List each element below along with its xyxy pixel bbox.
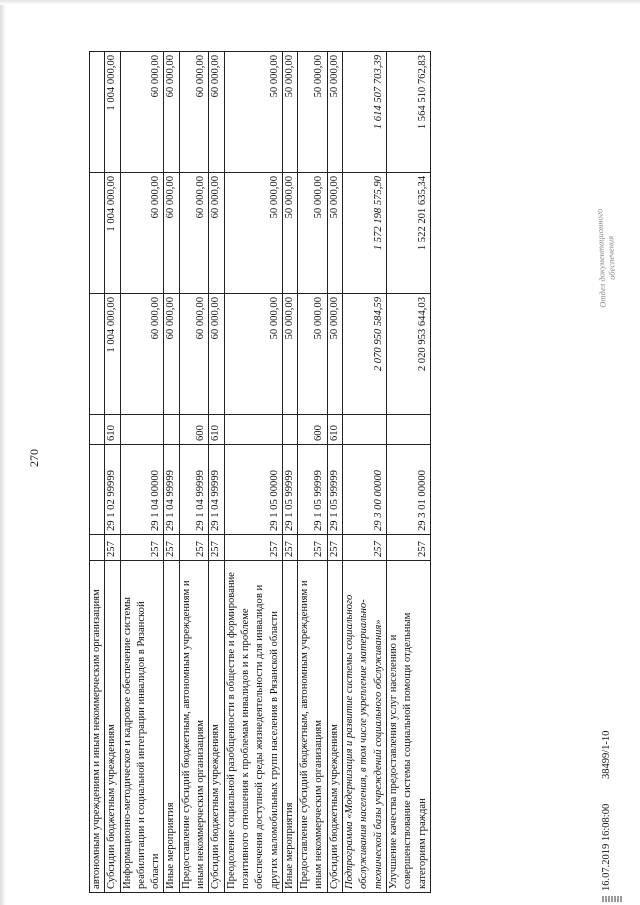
cell-name: Преодоление социальной разобщенности в обществе и формирование позитивного отношения к проблемам инвалидов и к проблеме обеспечения доступной среды жизнедеятельности для инвалидов и других маломобильных групп населения в Рязанской области (224, 561, 282, 893)
footer-code: 38499/1-10 (601, 730, 612, 779)
cell-amount-2020: 50 000,00 (327, 173, 342, 294)
cell-amount-2019: 50 000,00 (282, 294, 297, 415)
cell-ministry: 257 (282, 535, 297, 561)
cell-target-article: 29 3 01 00000 (386, 445, 430, 535)
cell-target-article (90, 445, 105, 535)
cell-amount-2021: 60 000,00 (179, 52, 209, 173)
cell-target-article: 29 1 04 00000 (120, 445, 164, 535)
cell-amount-2020: 1 572 198 575,90 (343, 173, 387, 294)
table-row (209, 52, 224, 893)
cell-amount-2020: 60 000,00 (179, 173, 209, 294)
cell-ministry: 257 (298, 535, 328, 561)
cell-target-article: 29 1 02 99999 (105, 445, 120, 535)
cell-amount-2020 (90, 173, 105, 294)
cell-target-article: 29 1 05 00000 (224, 445, 282, 535)
cell-amount-2021: 1 564 510 762,83 (386, 52, 430, 173)
cell-amount-2020: 60 000,00 (209, 173, 224, 294)
table-row (343, 52, 387, 893)
cell-expense-type (386, 415, 430, 445)
cell-ministry: 257 (224, 535, 282, 561)
table-row (90, 52, 105, 893)
cell-amount-2019: 1 004 000,00 (105, 294, 120, 415)
cell-name: Иные мероприятия (164, 561, 179, 893)
table-row (298, 52, 328, 893)
cell-target-article: 29 1 05 99999 (282, 445, 297, 535)
table-row (386, 52, 430, 893)
cell-amount-2020: 50 000,00 (282, 173, 297, 294)
cell-target-article: 29 1 04 99999 (164, 445, 179, 535)
cell-expense-type (90, 415, 105, 445)
budget-table-body (90, 52, 431, 893)
cell-ministry (90, 535, 105, 561)
cell-expense-type: 600 (298, 415, 328, 445)
cell-amount-2021: 60 000,00 (209, 52, 224, 173)
cell-amount-2021: 1 614 507 703,39 (343, 52, 387, 173)
cell-name: Подпрограмма «Модернизация и развитие системы социального обслуживания населения, в том числе укрепление материально-технической базы учреждений социального обслуживания» (343, 561, 387, 893)
cell-amount-2021: 50 000,00 (224, 52, 282, 173)
cell-target-article: 29 1 05 99999 (327, 445, 342, 535)
stamp-line: обеспечения (604, 235, 617, 281)
cell-expense-type (343, 415, 387, 445)
cell-amount-2021: 1 004 000,00 (105, 52, 120, 173)
cell-expense-type (120, 415, 164, 445)
cell-name: Субсидии бюджетным учреждениям (209, 561, 224, 893)
budget-table (89, 51, 431, 893)
table-row (120, 52, 164, 893)
cell-amount-2021: 50 000,00 (327, 52, 342, 173)
cell-amount-2019: 50 000,00 (298, 294, 328, 415)
cell-name: Предоставление субсидий бюджетным, автономным учреждениям и иным некоммерческим организациям (179, 561, 209, 893)
cell-expense-type: 600 (179, 415, 209, 445)
cell-target-article: 29 3 00 00000 (343, 445, 387, 535)
cell-amount-2019: 60 000,00 (164, 294, 179, 415)
cell-name: Информационно-методическое и кадровое обеспечение системы реабилитации и социальной интеграции инвалидов в Рязанской области (120, 561, 164, 893)
cell-amount-2019 (90, 294, 105, 415)
cell-name: автономным учреждениям и иным некоммерческим организациям (90, 561, 105, 893)
cell-amount-2019: 60 000,00 (179, 294, 209, 415)
cell-amount-2019: 60 000,00 (120, 294, 164, 415)
cell-name: Иные мероприятия (282, 561, 297, 893)
cell-expense-type (164, 415, 179, 445)
cell-amount-2019: 2 020 953 644,03 (386, 294, 430, 415)
department-stamp (595, 198, 618, 319)
barcode-mark (602, 896, 632, 902)
cell-expense-type: 610 (105, 415, 120, 445)
table-row (282, 52, 297, 893)
cell-ministry: 257 (120, 535, 164, 561)
cell-amount-2020: 50 000,00 (298, 173, 328, 294)
footer-date: 16.07.2019 16:08:00 (601, 803, 612, 891)
cell-amount-2019: 60 000,00 (209, 294, 224, 415)
table-row (224, 52, 282, 893)
table-row (105, 52, 120, 893)
cell-expense-type (224, 415, 282, 445)
table-row (179, 52, 209, 893)
cell-amount-2021 (90, 52, 105, 173)
table-row (327, 52, 342, 893)
cell-ministry: 257 (386, 535, 430, 561)
cell-target-article: 29 1 04 99999 (209, 445, 224, 535)
cell-ministry: 257 (343, 535, 387, 561)
cell-amount-2020: 50 000,00 (224, 173, 282, 294)
cell-name: Субсидии бюджетным учреждениям (105, 561, 120, 893)
cell-amount-2020: 1 522 201 635,34 (386, 173, 430, 294)
cell-amount-2020: 60 000,00 (164, 173, 179, 294)
cell-target-article: 29 1 04 99999 (179, 445, 209, 535)
cell-expense-type (282, 415, 297, 445)
cell-amount-2020: 60 000,00 (120, 173, 164, 294)
cell-ministry: 257 (209, 535, 224, 561)
stamp-line: Отдел документационного (594, 208, 608, 308)
cell-name: Улучшение качества предоставления услуг населению и совершенствование системы социальной помощи отдельным категориям граждан (386, 561, 430, 893)
cell-expense-type: 610 (327, 415, 342, 445)
cell-target-article: 29 1 05 99999 (298, 445, 328, 535)
cell-name: Субсидии бюджетным учреждениям (327, 561, 342, 893)
cell-amount-2020: 1 004 000,00 (105, 173, 120, 294)
cell-ministry: 257 (179, 535, 209, 561)
cell-amount-2019: 50 000,00 (327, 294, 342, 415)
cell-ministry: 257 (164, 535, 179, 561)
table-row (164, 52, 179, 893)
cell-ministry: 257 (327, 535, 342, 561)
page-number: 270 (27, 449, 41, 467)
cell-amount-2021: 60 000,00 (120, 52, 164, 173)
cell-amount-2021: 50 000,00 (282, 52, 297, 173)
cell-expense-type: 610 (209, 415, 224, 445)
cell-amount-2019: 50 000,00 (224, 294, 282, 415)
cell-amount-2021: 60 000,00 (164, 52, 179, 173)
cell-name: Предоставление субсидий бюджетным, автономным учреждениям и иным некоммерческим организациям (298, 561, 328, 893)
cell-amount-2019: 2 070 950 584,59 (343, 294, 387, 415)
cell-amount-2021: 50 000,00 (298, 52, 328, 173)
cell-ministry: 257 (105, 535, 120, 561)
